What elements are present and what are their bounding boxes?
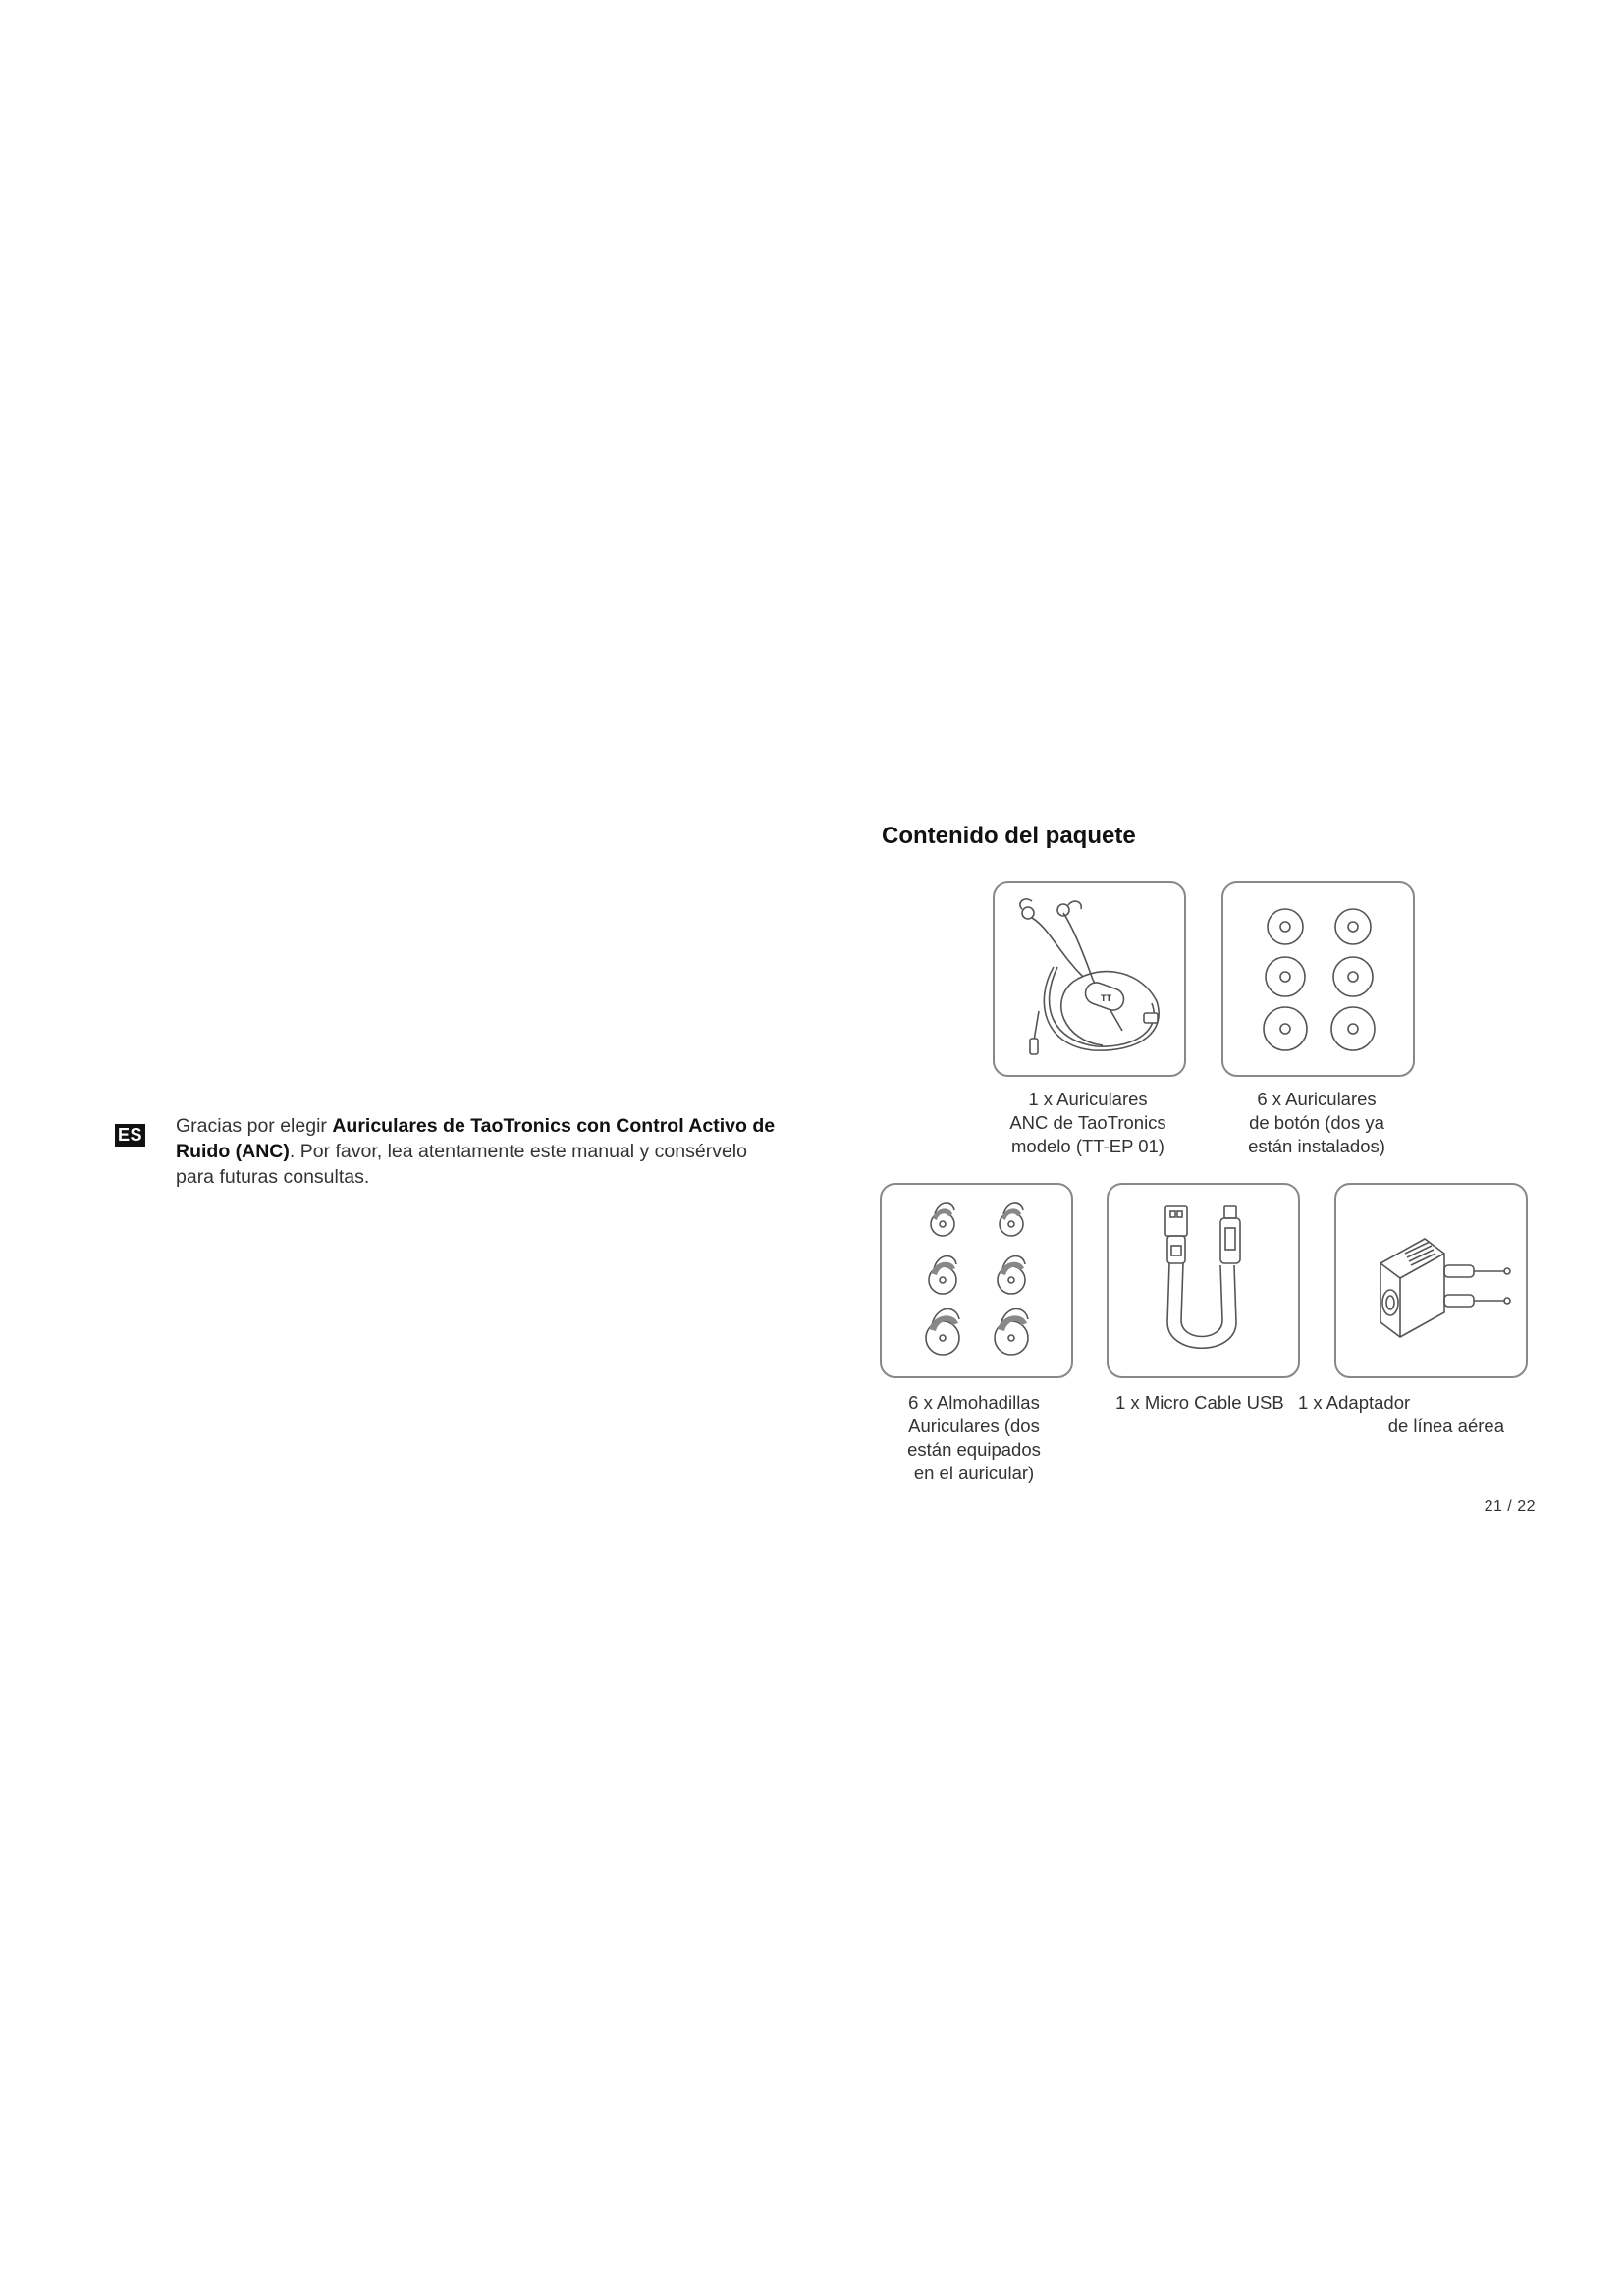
- language-badge: ES: [115, 1124, 145, 1147]
- caption-line: 1 x Micro Cable USB: [1115, 1392, 1284, 1413]
- caption-line: 6 x Auriculares: [1257, 1089, 1377, 1109]
- caption-line: modelo (TT-EP 01): [1011, 1136, 1164, 1156]
- anc-earphones-box: [993, 881, 1186, 1077]
- caption-ear-tips: [1199, 1088, 1435, 1158]
- airline-adapter-icon: [1336, 1185, 1526, 1376]
- caption-line: ANC de TaoTronics: [1009, 1112, 1166, 1133]
- intro-product-name: Auriculares de TaoTronics con Control Activo de Ruido (ANC): [176, 1115, 776, 1162]
- caption-line: Auriculares (dos: [908, 1415, 1040, 1436]
- anc-earphones-icon: [995, 883, 1184, 1075]
- caption-line: en el auricular): [913, 1463, 1035, 1483]
- page-number: 21 / 22: [1484, 1498, 1536, 1515]
- caption-airline-adapter: [1298, 1391, 1504, 1438]
- caption-anc-earphones: [970, 1088, 1206, 1158]
- caption-line: de línea aérea: [1387, 1415, 1504, 1436]
- micro-usb-cable-box: [1107, 1183, 1300, 1378]
- intro-paragraph: [176, 1113, 785, 1190]
- package-contents-title: Contenido del paquete: [882, 823, 1136, 849]
- caption-micro-usb-cable: [1115, 1391, 1302, 1415]
- ear-hooks-icon: [882, 1185, 1071, 1376]
- caption-line: de botón (dos ya: [1249, 1112, 1384, 1133]
- caption-line: 1 x Auriculares: [1028, 1089, 1148, 1109]
- caption-line: están instalados): [1248, 1136, 1385, 1156]
- caption-line: están equipados: [907, 1439, 1041, 1460]
- ear-tips-box: [1221, 881, 1415, 1077]
- airline-adapter-box: [1334, 1183, 1528, 1378]
- svg-text:TT: TT: [1101, 993, 1111, 1003]
- caption-line: 1 x Adaptador: [1298, 1392, 1411, 1413]
- intro-text-2: . Por favor, lea atentamente este manual y consérvelo para futuras consultas.: [176, 1141, 747, 1188]
- micro-usb-cable-icon: [1109, 1185, 1298, 1376]
- caption-line: 6 x Almohadillas: [908, 1392, 1040, 1413]
- ear-tips-icon: [1223, 883, 1413, 1075]
- ear-hooks-box: [880, 1183, 1073, 1378]
- caption-ear-hooks: [856, 1391, 1092, 1485]
- intro-text-1: Gracias por elegir: [176, 1115, 333, 1137]
